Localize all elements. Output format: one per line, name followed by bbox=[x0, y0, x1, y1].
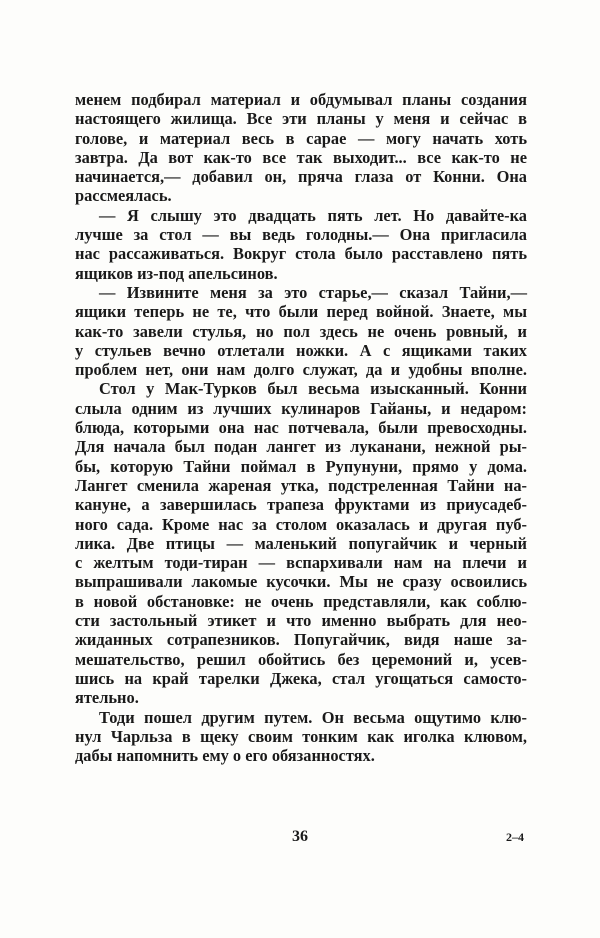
text-line: Стол у Мак-Турков был весьма изысканный. Конни bbox=[99, 379, 527, 399]
text-line: — Я слышу это двадцать пять лет. Но давайте-ка bbox=[99, 205, 527, 225]
page-number: 36 bbox=[292, 828, 308, 845]
text-line: ящики теперь не те, что были перед войной. Знаете, мы bbox=[75, 302, 527, 322]
paragraph bbox=[75, 206, 527, 283]
text-line: у стульев вечно отлетали ножки. А с ящиками таких bbox=[75, 340, 527, 360]
text-line: ного сада. Кроме нас за столом оказалась и другая пуб- bbox=[75, 514, 527, 534]
text-line: в новой обстановке: не очень представляли, как соблю- bbox=[75, 591, 527, 611]
text-line: мешательство, решил обойтись без церемоний и, усев- bbox=[75, 649, 527, 669]
text-line: дабы напомнить ему о его обязанностях. bbox=[75, 746, 375, 766]
paragraph bbox=[75, 90, 527, 206]
text-line: рассмеялась. bbox=[75, 186, 172, 206]
text-line: блюда, которыми она нас потчевала, были превосходны. bbox=[75, 418, 527, 438]
text-line: жиданных сотрапезников. Попугайчик, видя наше за- bbox=[75, 630, 527, 650]
text-line: шись на край тарелки Джека, стал угощаться самосто- bbox=[75, 668, 527, 688]
text-line: слыла одним из лучших кулинаров Гайаны, и недаром: bbox=[75, 398, 527, 418]
text-line: нул Чарльза в щеку своим тонким как иголка клювом, bbox=[75, 726, 527, 746]
paragraph bbox=[75, 708, 527, 766]
text-line: Тоди пошел другим путем. Он весьма ощутимо клю- bbox=[99, 707, 527, 727]
text-line: бы, которую Тайни поймал в Рупунуни, прямо у дома. bbox=[75, 456, 527, 476]
signature-mark: 2–4 bbox=[506, 830, 524, 844]
text-line: голове, и материал весь в сарае — могу начать хоть bbox=[75, 128, 527, 148]
text-line: завтра. Да вот как-то все так выходит... все как-то не bbox=[75, 147, 527, 167]
text-line: ятельно. bbox=[75, 688, 139, 708]
text-line: как-то завели стулья, но пол здесь не очень ровный, и bbox=[75, 321, 527, 341]
text-line: менем подбирал материал и обдумывал планы создания bbox=[75, 90, 527, 109]
text-line: нас рассаживаться. Вокруг стола было расставлено пять bbox=[75, 244, 527, 264]
text-line: ящиков из-под апельсинов. bbox=[75, 263, 278, 283]
text-line: с желтым тоди-тиран — вспархивали нам на плечи и bbox=[75, 553, 527, 573]
text-line: — Извините меня за это старье,— сказал Тайни,— bbox=[99, 282, 527, 302]
paragraph bbox=[75, 283, 527, 379]
text-line: проблем нет, они нам долго служат, да и удобны вполне. bbox=[75, 360, 527, 380]
text-line: выпрашивали лакомые кусочки. Мы не сразу освоились bbox=[75, 572, 527, 592]
paragraph bbox=[75, 379, 527, 707]
text-line: лика. Две птицы — маленький попугайчик и черный bbox=[75, 533, 527, 553]
text-line: Лангет сменила жареная утка, подстреленная Тайни на- bbox=[75, 475, 527, 495]
text-line: настоящего жилища. Все эти планы у меня и сейчас в bbox=[75, 109, 527, 129]
text-line: кануне, а завершилась трапеза фруктами из приусадеб- bbox=[75, 495, 527, 515]
text-line: начинается,— добавил он, пряча глаза от Конни. Она bbox=[75, 167, 527, 187]
text-line: лучше за стол — вы ведь голодны.— Она пригласила bbox=[75, 225, 527, 245]
text-line: Для начала был подан лангет из луканани, нежной ры- bbox=[75, 437, 527, 457]
text-line: сти застольный этикет и что именно выбрать для нео- bbox=[75, 611, 527, 631]
page-body-text bbox=[75, 90, 527, 765]
